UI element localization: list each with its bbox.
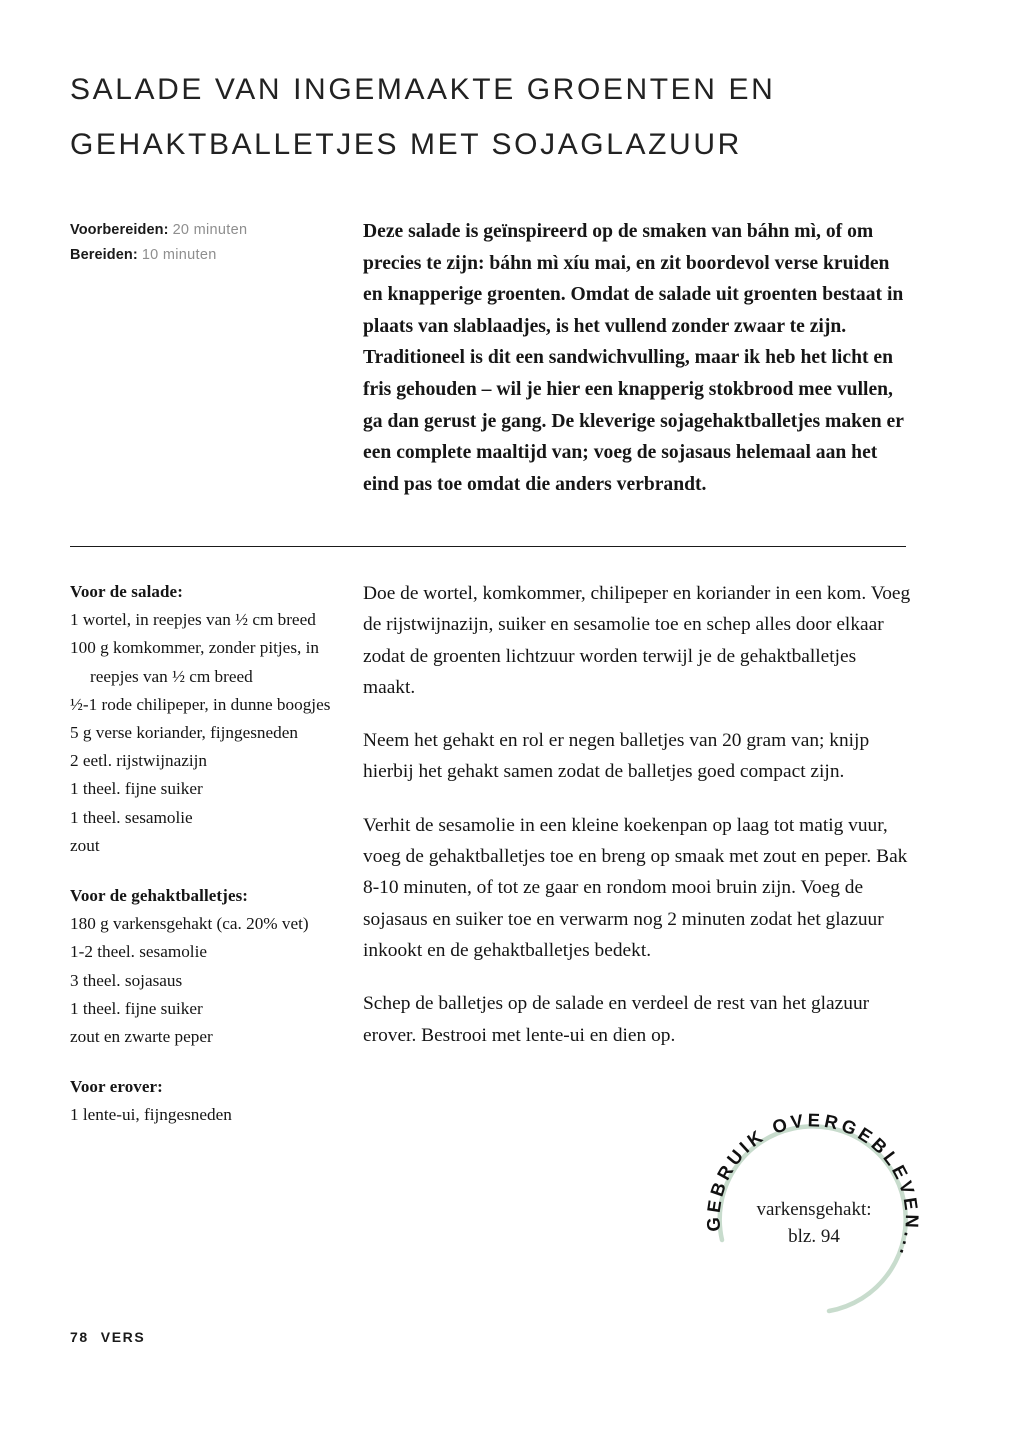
ingredient-item: zout [70,835,100,855]
stamp-center-line-1: varkensgehakt: [756,1199,872,1220]
leftover-stamp [703,1108,925,1324]
ingredient-item: zout en zwarte peper [70,1027,213,1047]
ingredient-item: 2 eetl. rijstwijnazijn [70,751,207,771]
ingredient-item: ½-1 rode chilipeper, in dunne boogjes [70,694,331,714]
ingredient-group-heading: Voor de gehaktballetjes: [70,886,249,906]
time-value-voorbereiden: 20 minuten [172,222,248,238]
method-steps [363,578,913,1051]
time-value-bereiden: 10 minuten [141,247,217,263]
method-step: Schep de balletjes op de salade en verdeel de rest van het glazuur erover. Bestrooi met lente-ui en dien op. [363,993,870,1046]
ingredient-item: 3 theel. sojasaus [70,970,183,990]
ingredient-item: 1 theel. fijne suiker [70,998,203,1018]
footer-page-number: 78 [70,1329,89,1345]
ingredient-group-heading: Voor erover: [70,1077,163,1097]
page-title [70,62,930,172]
ingredient-item: 5 g verse koriander, fijngesneden [70,723,298,743]
ingredient-item: 1 wortel, in reepjes van ½ cm breed [70,610,316,630]
page-footer [70,1329,145,1345]
method-step: Doe de wortel, komkommer, chilipeper en koriander in een kom. Voeg de rijstwijnazijn, suiker en sesamolie toe en schep alles door elkaar zodat de groenten lichtzuur worden terwijl je de gehaktballetjes maakt. [363,583,911,698]
stamp-center-text [703,1196,925,1250]
section-divider [70,546,906,547]
preparation-times [70,218,340,268]
method-step: Verhit de sesamolie in een kleine koekenpan op laag tot matig vuur, voeg de gehaktballetjes toe en breng op smaak met zout en peper. Bak 8-10 minuten, of tot ze gaar en rondom mooi bruin zijn. Voeg de sojasaus en suiker toe en verwarm nog 2 minuten zodat het glazuur inkookt en de gehaktballetjes bedekt. [363,814,908,961]
time-row-voorbereiden [70,218,340,243]
stamp-center-line-2: blz. 94 [788,1226,840,1247]
ingredient-group-salade [70,578,338,860]
intro-paragraph: Deze salade is geïnspireerd op de smaken van báhn mì, of om precies te zijn: báhn mì xíu mai, en zit boordevol verse kruiden en knapperige groenten. Omdat de salade uit groenten bestaat in plaats van slablaadjes, is het vullend zonder zwaar te zijn. Traditioneel is dit een sandwichvulling, maar ik heb het licht en fris gehouden – wil je hier een knapperig stokbrood mee vullen, ga dan gerust je gang. De kleverige sojagehaktballetjes maken er een complete maaltijd van; voeg de sojasaus helemaal aan het eind pas toe omdat die anders verbrandt. [363,221,904,495]
ingredient-item: 1 theel. fijne suiker [70,779,203,799]
method-step: Neem het gehakt en rol er negen balletjes van 20 gram van; knijp hierbij het gehakt samen zodat de balletjes goed compact zijn. [363,730,870,783]
ingredient-item: 1-2 theel. sesamolie [70,942,207,962]
page-title-line-2: GEHAKTBALLETJES MET SOJAGLAZUUR [70,128,742,161]
ingredients-list [70,578,338,1130]
ingredient-item: 1 lente-ui, fijngesneden [70,1105,232,1125]
time-label-bereiden: Bereiden: [70,247,138,263]
time-label-voorbereiden: Voorbereiden: [70,222,169,238]
ingredient-item: 1 theel. sesamolie [70,807,193,827]
ingredient-group-erover [70,1073,338,1129]
ingredient-item: 100 g komkommer, zonder pitjes, in reepjes van ½ cm breed [70,638,319,686]
ingredient-group-heading: Voor de salade: [70,582,183,601]
footer-section-label: VERS [100,1329,146,1345]
ingredient-group-gehaktballetjes [70,882,338,1051]
stamp-arc-label: GEBRUIK OVERGEBLEVEN... [702,1109,923,1263]
page-title-line-1: SALADE VAN INGEMAAKTE GROENTEN EN [70,73,776,106]
ingredient-item: 180 g varkensgehakt (ca. 20% vet) [70,914,309,934]
time-row-bereiden [70,243,340,268]
